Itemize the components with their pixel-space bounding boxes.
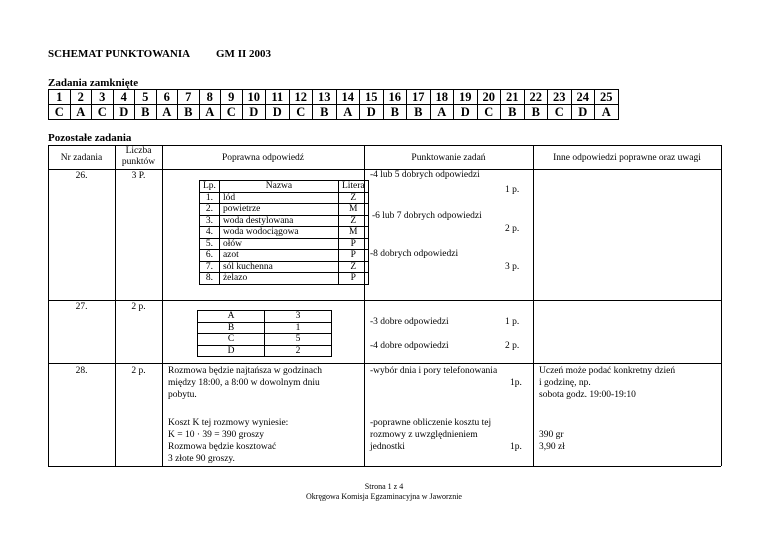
col-header-answer: Poprawna odpowiedź bbox=[221, 153, 305, 163]
closed-task-answer: A bbox=[199, 105, 221, 120]
task27-scoring-2: -4 dobre odpowiedzi bbox=[370, 341, 449, 351]
substance-name: woda wodociągowa bbox=[219, 227, 338, 239]
task28-answer-1-line2: między 18:00, a 8:00 w dowolnym dniu bbox=[168, 378, 320, 388]
substance-letter: P bbox=[338, 250, 368, 262]
closed-task-number: 14 bbox=[336, 90, 360, 105]
closed-task-answer: A bbox=[156, 105, 178, 120]
task26-nr: 26. bbox=[75, 171, 88, 181]
substance-letter: P bbox=[338, 273, 368, 285]
closed-task-number: 21 bbox=[501, 90, 525, 105]
substance-letter: M bbox=[338, 204, 368, 216]
closed-task-answer: C bbox=[289, 105, 313, 120]
table-row bbox=[200, 250, 369, 262]
task28-answer-1-line3: pobytu. bbox=[168, 390, 197, 400]
document-subtitle: GM II 2003 bbox=[216, 48, 271, 60]
closed-task-number: 8 bbox=[199, 90, 221, 105]
substance-letter: Z bbox=[338, 215, 368, 227]
table-row bbox=[200, 215, 369, 227]
substance-name: azot bbox=[219, 250, 338, 262]
closed-task-answer: B bbox=[383, 105, 407, 120]
grid-line bbox=[721, 145, 722, 466]
substance-lp: 5. bbox=[200, 238, 220, 250]
footer-page: Strona 1 z 4 bbox=[364, 482, 404, 491]
task27-pairs-table bbox=[197, 310, 332, 357]
task27-points: 2 p. bbox=[131, 302, 146, 312]
closed-task-number: 13 bbox=[313, 90, 337, 105]
substance-lp: 1. bbox=[200, 192, 220, 204]
closed-task-answer: B bbox=[501, 105, 525, 120]
table-row bbox=[198, 345, 332, 357]
task28-answer-1-line1: Rozmowa będzie najtańsza w godzinach bbox=[168, 366, 323, 376]
lp-header: Lp. bbox=[200, 181, 220, 193]
closed-task-number: 10 bbox=[242, 90, 266, 105]
pair-letter: A bbox=[198, 311, 265, 323]
closed-task-number: 1 bbox=[49, 90, 71, 105]
closed-numbers-row bbox=[49, 90, 619, 105]
substance-lp: 4. bbox=[200, 227, 220, 239]
closed-task-number: 19 bbox=[454, 90, 478, 105]
task26-substances-table bbox=[199, 180, 369, 285]
task28-answer-2-line3: Rozmowa będzie kosztować bbox=[168, 442, 277, 452]
table-row bbox=[198, 322, 332, 334]
open-tasks-heading: Pozostałe zadania bbox=[48, 132, 132, 144]
substance-name: lód bbox=[219, 192, 338, 204]
closed-task-number: 16 bbox=[383, 90, 407, 105]
task26-scoring-2-points: 2 p. bbox=[505, 224, 520, 234]
table-row bbox=[198, 311, 332, 323]
closed-task-answer: D bbox=[266, 105, 290, 120]
closed-task-answer: B bbox=[524, 105, 548, 120]
closed-task-answer: B bbox=[313, 105, 337, 120]
closed-task-number: 3 bbox=[92, 90, 114, 105]
closed-task-number: 9 bbox=[221, 90, 243, 105]
pair-num: 2 bbox=[265, 345, 332, 357]
closed-task-answer: B bbox=[178, 105, 200, 120]
name-header: Nazwa bbox=[219, 181, 338, 193]
closed-task-number: 11 bbox=[266, 90, 290, 105]
col-header-nr: Nr zadania bbox=[60, 153, 103, 163]
footer-org: Okręgowa Komisja Egzaminacyjna w Jaworznie bbox=[306, 492, 462, 501]
closed-task-answer: B bbox=[135, 105, 157, 120]
closed-task-number: 22 bbox=[524, 90, 548, 105]
task26-scoring-3: -8 dobrych odpowiedzi bbox=[370, 249, 459, 259]
task28-other-2-line1: 390 gr bbox=[539, 430, 564, 440]
closed-answers-table bbox=[48, 89, 619, 120]
pair-letter: C bbox=[198, 334, 265, 346]
task27-scoring-1-points: 1 p. bbox=[505, 317, 520, 327]
letter-header: Litera bbox=[338, 181, 368, 193]
substance-name: ołów bbox=[219, 238, 338, 250]
task28-answer-2-line2: K = 10 · 39 = 390 groszy bbox=[168, 430, 264, 440]
col-header-scoring: Punktowanie zadań bbox=[411, 153, 486, 163]
substance-lp: 2. bbox=[200, 204, 220, 216]
substance-letter: Z bbox=[338, 261, 368, 273]
closed-task-answer: C bbox=[49, 105, 71, 120]
closed-task-answer: D bbox=[571, 105, 595, 120]
table-row bbox=[200, 227, 369, 239]
col-header-points: Liczba bbox=[125, 146, 152, 156]
substance-name: żelazo bbox=[219, 273, 338, 285]
table-row bbox=[198, 334, 332, 346]
closed-task-number: 15 bbox=[360, 90, 384, 105]
table-row bbox=[200, 273, 369, 285]
task26-scoring-2: -6 lub 7 dobrych odpowiedzi bbox=[372, 211, 482, 221]
grid-line bbox=[48, 466, 721, 467]
task26-scoring-3-points: 3 p. bbox=[505, 262, 520, 272]
task27-nr: 27. bbox=[75, 302, 88, 312]
closed-task-number: 23 bbox=[548, 90, 572, 105]
grid-line bbox=[162, 145, 163, 466]
task28-scoring-2-line3: jednostki bbox=[370, 442, 405, 452]
closed-task-answer: A bbox=[70, 105, 92, 120]
task28-scoring-2-line1: -poprawne obliczenie kosztu tej bbox=[370, 418, 492, 428]
closed-task-answer: D bbox=[242, 105, 266, 120]
closed-task-answer: A bbox=[595, 105, 619, 120]
closed-task-answer: B bbox=[407, 105, 431, 120]
task28-scoring-2-line2: rozmowy z uwzględnieniem bbox=[370, 430, 478, 440]
task28-nr: 28. bbox=[75, 366, 88, 376]
substance-letter: Z bbox=[338, 192, 368, 204]
closed-task-number: 24 bbox=[571, 90, 595, 105]
task27-scoring-2-points: 2 p. bbox=[505, 341, 520, 351]
substance-lp: 3. bbox=[200, 215, 220, 227]
substance-name: powietrze bbox=[219, 204, 338, 216]
closed-task-number: 2 bbox=[70, 90, 92, 105]
closed-task-answer: A bbox=[336, 105, 360, 120]
closed-task-answer: D bbox=[113, 105, 135, 120]
closed-task-answer: A bbox=[430, 105, 454, 120]
closed-task-number: 20 bbox=[477, 90, 501, 105]
closed-task-answer: D bbox=[454, 105, 478, 120]
col-header-points-2: punktów bbox=[121, 157, 156, 167]
closed-task-number: 6 bbox=[156, 90, 178, 105]
task27-scoring-1: -3 dobre odpowiedzi bbox=[370, 317, 449, 327]
table-row bbox=[200, 261, 369, 273]
closed-task-number: 17 bbox=[407, 90, 431, 105]
table-row bbox=[200, 204, 369, 216]
closed-task-number: 4 bbox=[113, 90, 135, 105]
closed-task-number: 25 bbox=[595, 90, 619, 105]
task28-scoring-1-points: 1p. bbox=[510, 378, 522, 388]
task28-scoring-1: -wybór dnia i pory telefonowania bbox=[370, 366, 498, 376]
substance-letter: P bbox=[338, 238, 368, 250]
substance-name: sól kuchenna bbox=[219, 261, 338, 273]
pair-num: 3 bbox=[265, 311, 332, 323]
closed-task-answer: C bbox=[221, 105, 243, 120]
substance-lp: 6. bbox=[200, 250, 220, 262]
table-row bbox=[200, 192, 369, 204]
closed-task-number: 5 bbox=[135, 90, 157, 105]
substance-letter: M bbox=[338, 227, 368, 239]
closed-task-answer: C bbox=[477, 105, 501, 120]
task28-points: 2 p. bbox=[131, 366, 146, 376]
substance-name: woda destylowana bbox=[219, 215, 338, 227]
pair-letter: B bbox=[198, 322, 265, 334]
closed-task-answer: C bbox=[92, 105, 114, 120]
task26-scoring-1-points: 1 p. bbox=[505, 185, 520, 195]
substance-lp: 8. bbox=[200, 273, 220, 285]
grid-line bbox=[48, 300, 721, 301]
task26-points: 3 P. bbox=[131, 171, 146, 181]
task28-scoring-2-points: 1p. bbox=[510, 442, 522, 452]
closed-task-answer: D bbox=[360, 105, 384, 120]
substance-lp: 7. bbox=[200, 261, 220, 273]
task26-scoring-1: -4 lub 5 dobrych odpowiedzi bbox=[370, 170, 480, 180]
pair-letter: D bbox=[198, 345, 265, 357]
col-header-other: Inne odpowiedzi poprawne oraz uwagi bbox=[553, 153, 701, 163]
task28-other-2-line2: 3,90 zł bbox=[539, 442, 565, 452]
task28-answer-2-line4: 3 złote 90 groszy. bbox=[168, 454, 235, 464]
pair-num: 5 bbox=[265, 334, 332, 346]
table-row bbox=[200, 238, 369, 250]
task28-other-1-line3: sobota godz. 19:00-19:10 bbox=[539, 390, 636, 400]
task28-other-1-line1: Uczeń może podać konkretny dzień bbox=[539, 366, 676, 376]
task28-other-1-line2: i godzinę, np. bbox=[539, 378, 591, 388]
closed-task-number: 12 bbox=[289, 90, 313, 105]
closed-tasks-heading: Zadania zamknięte bbox=[48, 77, 139, 89]
task28-answer-2-line1: Koszt K tej rozmowy wyniesie: bbox=[168, 418, 289, 428]
pair-num: 1 bbox=[265, 322, 332, 334]
closed-task-number: 7 bbox=[178, 90, 200, 105]
grid-line bbox=[533, 145, 534, 466]
document-title: SCHEMAT PUNKTOWANIA bbox=[48, 48, 191, 60]
closed-task-answer: C bbox=[548, 105, 572, 120]
closed-answers-row bbox=[49, 105, 619, 120]
grid-line bbox=[48, 363, 721, 364]
closed-task-number: 18 bbox=[430, 90, 454, 105]
